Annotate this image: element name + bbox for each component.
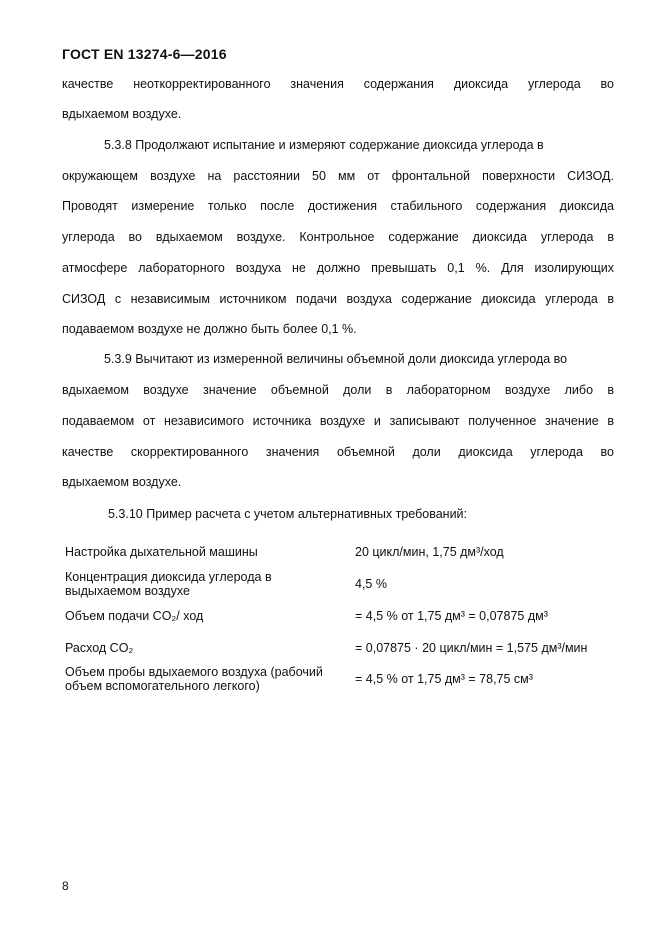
text-line: вдыхаемом воздухе. [62, 107, 182, 121]
table-row-label: Концентрация диоксида углерода в выдыхаемом воздухе [65, 570, 272, 598]
table-row-value: = 4,5 % от 1,75 дм³ = 78,75 см³ [355, 672, 533, 686]
text-line: вдыхаемом воздухе. [62, 475, 182, 489]
text-line: подаваемом от независимого источника воздухе и записывают полученное значение в [62, 414, 614, 428]
table-row-label: Настройка дыхательной машины [65, 545, 258, 559]
table-row-value: = 4,5 % от 1,75 дм³ = 0,07875 дм³ [355, 609, 548, 623]
text-line: Проводят измерение только после достижения стабильного содержания диоксида [62, 199, 614, 213]
text-line: углерода во вдыхаемом воздухе. Контрольное содержание диоксида углерода в [62, 230, 614, 244]
text-line: атмосфере лабораторного воздуха не должно превышать 0,1 %. Для изолирующих [62, 261, 614, 275]
text-line: 5.3.9 Вычитают из измеренной величины объемной доли диоксида углерода во [104, 352, 568, 366]
table-row-value: = 0,07875 · 20 цикл/мин = 1,575 дм³/мин [355, 641, 588, 655]
table-row-value: 20 цикл/мин, 1,75 дм³/ход [355, 545, 504, 559]
text-line: окружающем воздухе на расстоянии 50 мм от фронтальной поверхности СИЗОД. [62, 169, 614, 183]
text-line: вдыхаемом воздухе значение объемной доли в лабораторном воздухе либо в [62, 383, 614, 397]
text-line: СИЗОД с независимым источником подачи воздуха содержание диоксида углерода в [62, 292, 614, 306]
text-line: качестве неоткорректированного значения содержания диоксида углерода во [62, 77, 614, 91]
text-line: 5.3.8 Продолжают испытание и измеряют содержание диоксида углерода в [104, 138, 544, 152]
section-heading: 5.3.10 Пример расчета с учетом альтернативных требований: [108, 507, 468, 521]
table-row-label: Объем пробы вдыхаемого воздуха (рабочий объем вспомогательного легкого) [65, 665, 323, 693]
text-line: подаваемом воздухе не должно быть более 0,1 %. [62, 322, 357, 336]
page-number: 8 [62, 879, 69, 893]
text-line: качестве скорректированного значения объемной доли диоксида углерода во [62, 445, 614, 459]
table-row-label: Объем подачи CO₂/ ход [65, 609, 204, 623]
document-header: ГОСТ EN 13274-6—2016 [62, 46, 227, 62]
table-row-value: 4,5 % [355, 577, 387, 591]
table-row-label: Расход CO₂ [65, 641, 134, 655]
